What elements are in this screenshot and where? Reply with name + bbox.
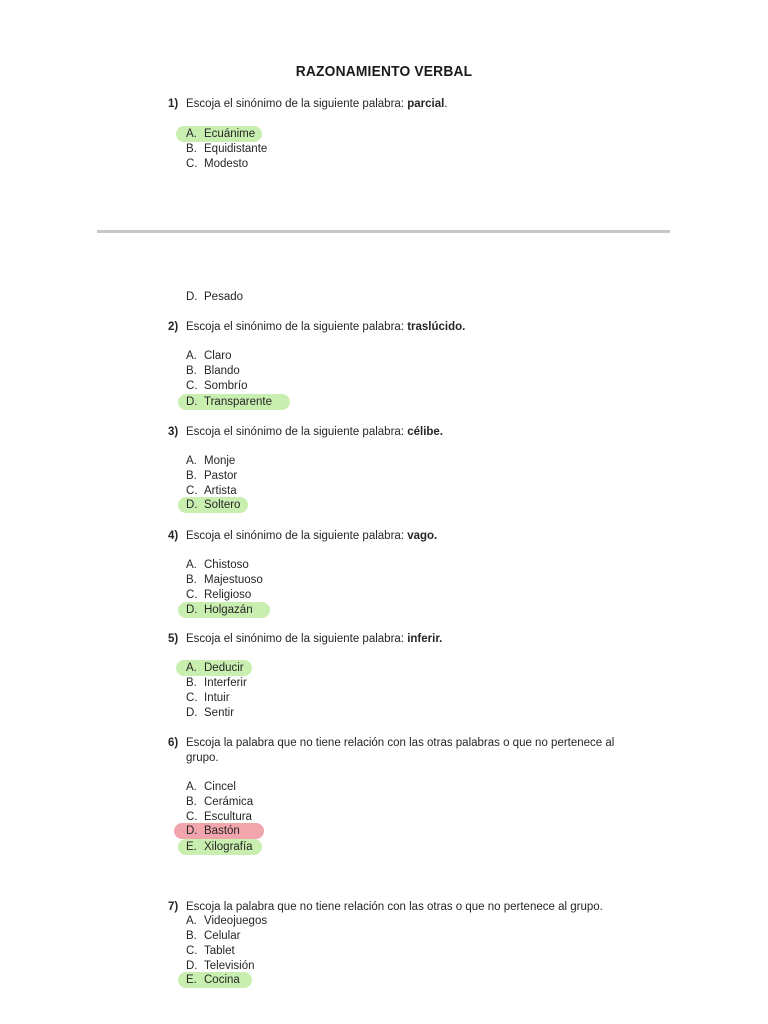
target-word: parcial	[407, 98, 445, 110]
target-word: célibe.	[407, 426, 444, 438]
question-number: 4)	[168, 530, 179, 542]
question-number: 7)	[168, 901, 179, 913]
question-number: 1)	[168, 98, 179, 110]
option-6a[interactable]: A. Cincel	[186, 781, 236, 793]
option-7c[interactable]: C. Tablet	[186, 945, 235, 957]
option-6c[interactable]: C. Escultura	[186, 811, 252, 823]
option-7b[interactable]: B. Celular	[186, 930, 241, 942]
option-2a[interactable]: A. Claro	[186, 350, 232, 362]
question-1	[168, 97, 618, 112]
question-stem: Escoja la palabra que no tiene relación con las otras palabras o que no pertenece al	[186, 737, 615, 749]
question-stem: Escoja el sinónimo de la siguiente palabra: inferir.	[186, 633, 443, 645]
question-stem: Escoja el sinónimo de la siguiente palabra: vago.	[186, 530, 438, 542]
question-number: 5)	[168, 633, 179, 645]
target-word: inferir.	[407, 633, 443, 645]
option-7d[interactable]: D. Televisión	[186, 960, 255, 972]
option-4d[interactable]: D. Holgazán	[186, 604, 253, 616]
option-5c[interactable]: C. Intuir	[186, 692, 230, 704]
option-3b[interactable]: B. Pastor	[186, 470, 238, 482]
option-1d[interactable]: D. Pesado	[186, 291, 244, 303]
option-2b[interactable]: B. Blando	[186, 365, 240, 377]
page-break-divider	[97, 230, 670, 233]
target-word: vago.	[407, 530, 438, 542]
option-7e[interactable]: E. Cocina	[186, 974, 240, 986]
option-5d[interactable]: D. Sentir	[186, 707, 235, 719]
option-4b[interactable]: B. Majestuoso	[186, 574, 263, 586]
option-4a[interactable]: A. Chistoso	[186, 559, 249, 571]
question-6	[168, 736, 618, 766]
option-1b[interactable]: B. Equidistante	[186, 143, 268, 155]
question-stem-continuation: grupo.	[186, 752, 219, 764]
question-stem: Escoja el sinónimo de la siguiente palabra: traslúcido.	[186, 321, 466, 333]
option-5b[interactable]: B. Interferir	[186, 677, 247, 689]
option-7a[interactable]: A. Videojuegos	[186, 915, 268, 927]
option-1a[interactable]: A. Ecuánime	[186, 128, 256, 140]
option-6b[interactable]: B. Cerámica	[186, 796, 254, 808]
page-title: RAZONAMIENTO VERBAL	[295, 63, 473, 80]
question-number: 3)	[168, 426, 179, 438]
option-1c[interactable]: C. Modesto	[186, 158, 249, 170]
option-6e[interactable]: E. Xilografía	[186, 841, 253, 853]
question-stem: Escoja el sinónimo de la siguiente palabra: célibe.	[186, 426, 444, 438]
question-7	[168, 900, 618, 915]
option-3a[interactable]: A. Monje	[186, 455, 236, 467]
question-stem: Escoja la palabra que no tiene relación con las otras o que no pertenece al grupo.	[186, 901, 603, 913]
question-5	[168, 632, 618, 647]
question-number: 2)	[168, 321, 179, 333]
option-3c[interactable]: C. Artista	[186, 485, 237, 497]
question-number: 6)	[168, 737, 179, 749]
option-2d[interactable]: D. Transparente	[186, 396, 272, 408]
option-3d[interactable]: D. Soltero	[186, 499, 241, 511]
option-4c[interactable]: C. Religioso	[186, 589, 252, 601]
option-2c[interactable]: C. Sombrío	[186, 380, 248, 392]
option-5a[interactable]: A. Deducir	[186, 662, 244, 674]
question-3	[168, 425, 618, 440]
question-2	[168, 320, 618, 335]
target-word: traslúcido.	[407, 321, 466, 333]
question-4	[168, 529, 618, 544]
option-6d[interactable]: D. Bastón	[186, 825, 240, 837]
question-stem: Escoja el sinónimo de la siguiente palabra: parcial.	[186, 98, 448, 110]
